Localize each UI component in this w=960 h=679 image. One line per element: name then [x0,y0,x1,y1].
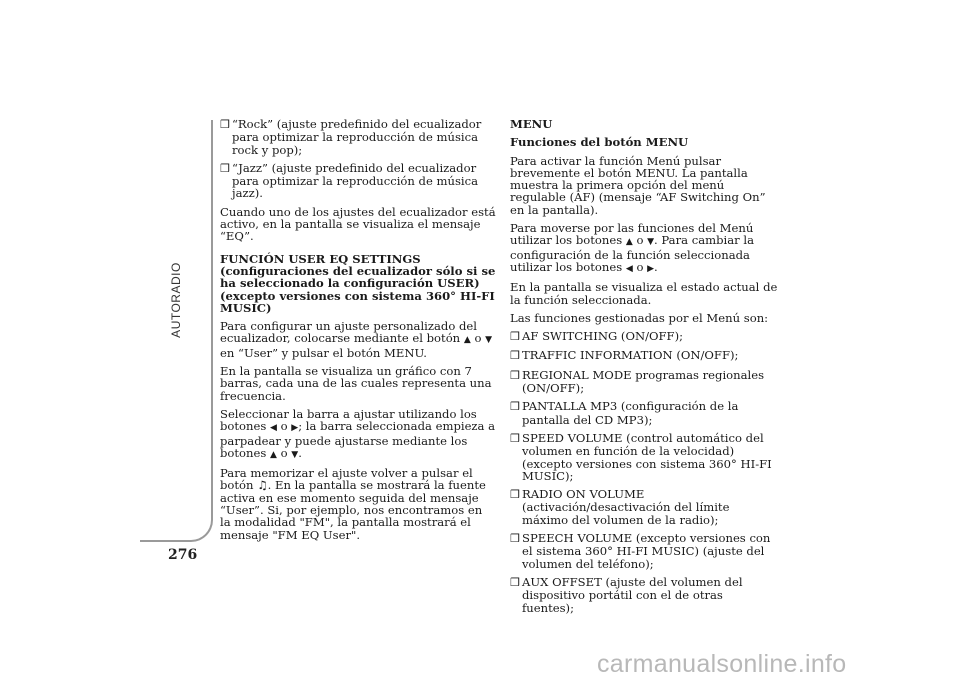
paragraph: En la pantalla se visualiza un gráfico con 7 barras, cada una de las cuales representa una frecuencia. [220,364,492,403]
right-column [510,118,778,620]
left-arrow-icon: ◀ [625,263,633,274]
up-arrow-icon: ▲ [463,335,471,346]
paragraph: Para moverse por las funciones del Menú utilizar los botones ▲ o ▼. Para cambiar la configuración de la función seleccionada utilizar los botones ◀ o ▶. [510,221,755,274]
paragraph: Para memorizar el ajuste volver a pulsar el botón ♫. En la pantalla se mostrará la fuente activa en ese momento seguida del mensaje “User”. Si, por ejemplo, nos encontramos en la modalidad "FM", la pantalla mostrará el mensaje "FM EQ User". [220,466,486,542]
section-label: AUTORADIO [169,262,183,338]
checkbox-bullet-icon: ❒ [510,400,520,414]
list-item: ❒ SPEED VOLUME (control automático del volumen en función de la velocidad) (excepto versiones con sistema 360° HI-FI MUSIC); [510,430,772,483]
watermark: carmanualsonline.info [597,650,847,678]
list-item: ❒ TRAFFIC INFORMATION (ON/OFF); [510,348,739,363]
list-item: ❒ RADIO ON VOLUME (activación/desactivación del límite máximo del volumen de la radio); [510,487,730,527]
up-arrow-icon: ▲ [625,237,633,248]
checkbox-bullet-icon: ❒ [510,330,520,344]
list-item: ❒ AUX OFFSET (ajuste del volumen del dispositivo portátil con el de otras fuentes); [510,574,743,615]
up-arrow-icon: ▲ [270,449,277,460]
music-note-icon: ♫ [257,478,268,493]
list-item: ❒ “Jazz” (ajuste predefinido del ecualizador para optimizar la reproducción de música jazz). [220,160,479,201]
paragraph: En la pantalla se visualiza el estado actual de la función seleccionada. [510,280,778,307]
page-number: 276 [168,547,198,563]
checkbox-bullet-icon: ❒ [220,118,230,131]
checkbox-bullet-icon: ❒ [510,532,520,546]
down-arrow-icon: ▼ [291,449,299,460]
checkbox-bullet-icon: ❒ [220,161,230,175]
subsection-heading: Funciones del botón MENU [510,135,689,150]
checkbox-bullet-icon: ❒ [510,349,520,363]
down-arrow-icon: ▼ [485,335,493,346]
checkbox-bullet-icon: ❒ [510,368,520,382]
paragraph: Para activar la función Menú pulsar brevemente el botón MENU. La pantalla muestra la primera opción del menú regulable (AF) (mensaje “AF Switching On” en la pantalla). [510,153,766,217]
checkbox-bullet-icon: ❒ [510,431,520,445]
left-column [220,118,496,547]
list-item: ❒ “Rock” (ajuste predefinido del ecualizador para optimizar la reproducción de música rock y pop); [220,117,482,157]
paragraph: Para configurar un ajuste personalizado del ecualizador, colocarse mediante el botón ▲ o ▼ en “User” y pulsar el botón MENU. [220,319,493,360]
down-arrow-icon: ▼ [647,237,655,248]
paragraph: Seleccionar la barra a ajustar utilizando los botones ◀ o ▶; la barra seleccionada empieza a parpadear y puede ajustarse mediante los botones ▲ o ▼. [220,406,496,460]
checkbox-bullet-icon: ❒ [510,488,520,502]
section-heading: MENU [510,117,553,131]
paragraph: Las funciones gestionadas por el Menú son: [510,310,769,325]
checkbox-bullet-icon: ❒ [510,575,520,589]
list-item: ❒ REGIONAL MODE programas regionales (ON/OFF); [510,367,765,396]
right-arrow-icon: ▶ [647,263,655,274]
list-item: ❒ PANTALLA MP3 (configuración de la pantalla del CD MP3); [510,399,739,427]
left-arrow-icon: ◀ [270,423,277,434]
section-heading: FUNCIÓN USER EQ SETTINGS (configuraciones del ecualizador sólo si se ha seleccionado la configuración USER) (excepto versiones con sistema 360° HI-FI MUSIC) [220,251,496,315]
list-item: ❒ SPEECH VOLUME (excepto versiones con el sistema 360° HI-FI MUSIC) (ajuste del volumen del teléfono); [510,531,771,571]
right-arrow-icon: ▶ [291,423,299,434]
list-item: ❒ AF SWITCHING (ON/OFF); [510,329,684,344]
paragraph: Cuando uno de los ajustes del ecualizador está activo, en la pantalla se visualiza el mensaje “EQ”. [220,204,496,244]
